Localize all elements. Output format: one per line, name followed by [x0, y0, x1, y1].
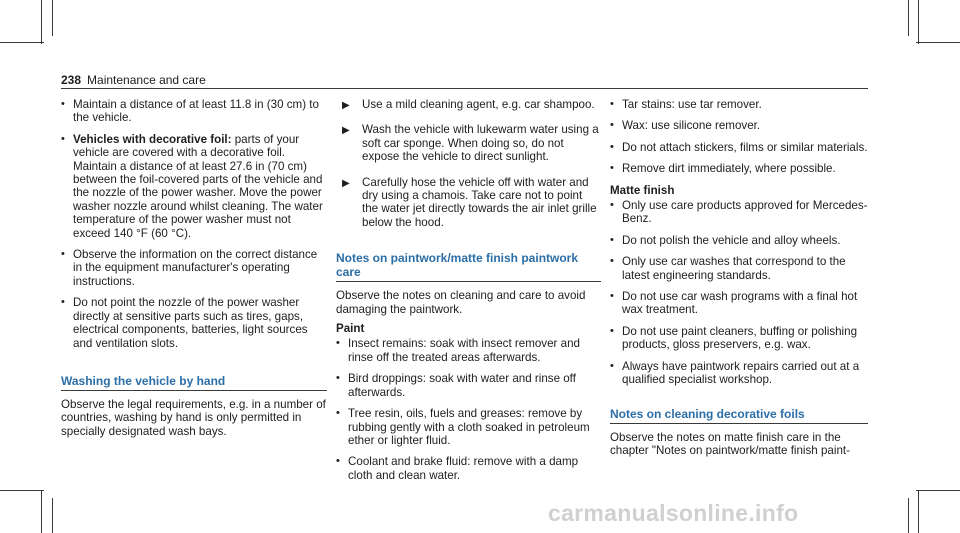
item-text: parts of your vehicle are covered with a decorative foil. Maintain a distance of at least 27.6 in (70 cm) between the foil-covered parts of the vehicle and the nozzle of the power washer. Move the power washer nozzle around whilst cleaning. The water temperature of the power washer must not exceed 140 °F (60 °C). [73, 132, 323, 240]
section-heading: Notes on cleaning decorative foils [610, 407, 868, 424]
list-item: • Insect remains: soak with insect remover and rinse off the treated areas afterwards. [336, 337, 601, 364]
paragraph: Observe the legal requirements, e.g. in a number of countries, washing by hand is only permitted in specially designated wash bays. [61, 397, 326, 438]
step-text: Use a mild cleaning agent, e.g. car shampoo. [362, 98, 595, 111]
bold-label: Vehicles with decorative foil: [73, 132, 232, 146]
list-item: • Remove dirt immediately, where possible. [610, 162, 868, 175]
arrow-icon: ▶ [342, 125, 350, 137]
subheading-paint: Paint [336, 322, 365, 336]
list-item: • Always have paintwork repairs carried out at a qualified specialist workshop. [610, 360, 868, 387]
subheading-matte-finish: Matte finish [610, 183, 675, 197]
crop-mark [916, 42, 960, 43]
crop-mark [918, 0, 919, 44]
column-2 [336, 98, 601, 490]
step-item [336, 176, 601, 230]
crop-mark [0, 490, 44, 491]
chapter-title: Maintenance and care [87, 73, 206, 87]
crop-mark [52, 498, 53, 533]
arrow-icon: ▶ [342, 100, 350, 111]
step-text: Carefully hose the vehicle off with water and dry using a chamois. Take care not to point the water jet directly towards the air inlet grille below the hood. [362, 175, 597, 229]
list-item: • Wax: use silicone remover. [610, 119, 868, 132]
crop-mark [41, 0, 42, 44]
crop-mark [52, 0, 53, 36]
crop-mark [908, 498, 909, 533]
paragraph: Observe the notes on matte finish care in the chapter "Notes on paintwork/matte finish paint- [610, 430, 850, 457]
list-item: • Do not use paint cleaners, buffing or polishing products, gloss preservers, e.g. wax. [610, 325, 868, 352]
list-item: • Tree resin, oils, fuels and greases: remove by rubbing gently with a cloth soaked in petroleum ether or lighter fluid. [336, 407, 601, 447]
page-number: 238 [61, 73, 82, 87]
crop-mark [908, 0, 909, 36]
bullet-list [610, 98, 868, 176]
step-item [336, 98, 601, 111]
list-item: • Only use care products approved for Mercedes-Benz. [610, 199, 868, 226]
list-item: • Only use car washes that correspond to the latest engineering standards. [610, 255, 868, 282]
list-item: • Do not use car wash programs with a final hot wax treatment. [610, 290, 868, 317]
column-1 [61, 98, 327, 444]
step-text: Wash the vehicle with lukewarm water using a soft car sponge. When doing so, do not expose the vehicle to direct sunlight. [362, 123, 599, 164]
watermark: carmanualsonline.info [548, 500, 799, 526]
section-heading: Washing the vehicle by hand [61, 374, 327, 391]
bullet-list [61, 98, 327, 350]
header-rule [61, 88, 868, 89]
list-item: • Maintain a distance of at least 11.8 in (30 cm) to the vehicle. [61, 98, 327, 125]
list-item: • Observe the information on the correct distance in the equipment manufacturer's operating instructions. [61, 248, 327, 288]
list-item: • Bird droppings: soak with water and rinse off afterwards. [336, 372, 601, 399]
arrow-icon: ▶ [342, 177, 350, 189]
crop-mark [0, 42, 44, 43]
step-item [336, 123, 601, 163]
list-item: • Do not point the nozzle of the power washer directly at sensitive parts such as tires, gaps, electrical components, batteries, light sources and ventilation slots. [61, 296, 327, 350]
list-item: • Tar stains: use tar remover. [610, 98, 868, 111]
bullet-list [336, 337, 601, 482]
bullet-list [610, 199, 868, 386]
crop-mark [41, 490, 42, 533]
column-3 [610, 98, 868, 463]
paragraph: Observe the notes on cleaning and care to avoid damaging the paintwork. [336, 289, 586, 316]
list-item [61, 133, 327, 240]
section-heading: Notes on paintwork/matte finish paintwork care [336, 251, 601, 282]
list-item: • Do not polish the vehicle and alloy wheels. [610, 234, 868, 247]
crop-mark [916, 490, 960, 491]
page-header [61, 73, 206, 87]
list-item: • Do not attach stickers, films or similar materials. [610, 141, 868, 154]
list-item: • Coolant and brake fluid: remove with a damp cloth and clean water. [336, 455, 601, 482]
crop-mark [918, 490, 919, 533]
